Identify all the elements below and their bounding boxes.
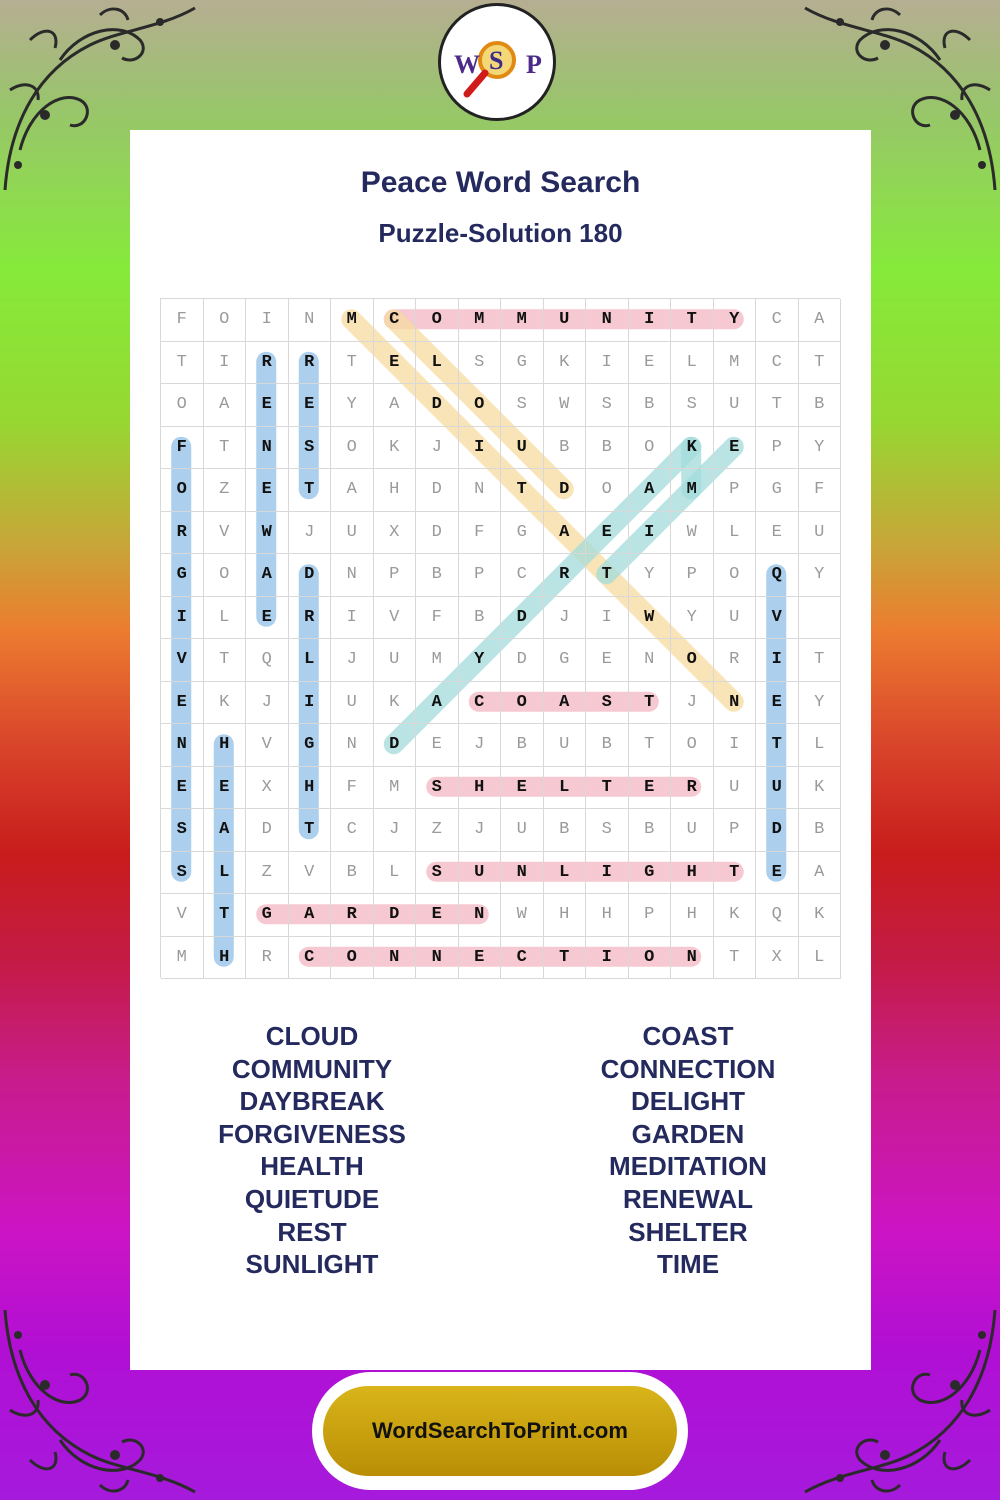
grid-cell: U bbox=[714, 384, 757, 427]
grid-cell: A bbox=[374, 384, 417, 427]
grid-cell: I bbox=[586, 937, 629, 980]
grid-cell: J bbox=[331, 639, 374, 682]
site-link-pill bbox=[323, 1386, 677, 1476]
grid-cell: B bbox=[416, 554, 459, 597]
grid-cell: B bbox=[799, 809, 842, 852]
grid-cell: K bbox=[374, 682, 417, 725]
grid-cell: I bbox=[289, 682, 332, 725]
grid-cell: Y bbox=[799, 427, 842, 470]
grid-cell: N bbox=[459, 469, 502, 512]
grid-cell: S bbox=[459, 342, 502, 385]
grid-cell: U bbox=[501, 427, 544, 470]
grid-cell: C bbox=[331, 809, 374, 852]
grid-cell: N bbox=[671, 937, 714, 980]
grid-cell: L bbox=[544, 767, 587, 810]
grid-cell: Q bbox=[756, 894, 799, 937]
grid-cell: P bbox=[374, 554, 417, 597]
grid-cell: T bbox=[289, 469, 332, 512]
word-item: CLOUD bbox=[265, 1021, 359, 1051]
grid-cell: P bbox=[756, 427, 799, 470]
grid-cell: N bbox=[161, 724, 204, 767]
grid-cell: N bbox=[289, 299, 332, 342]
site-logo[interactable] bbox=[438, 3, 556, 121]
grid-cell: U bbox=[756, 767, 799, 810]
grid-cell: N bbox=[459, 894, 502, 937]
grid-cell: C bbox=[289, 937, 332, 980]
site-link-label: WordSearchToPrint.com bbox=[372, 1418, 628, 1443]
grid-cell: L bbox=[544, 852, 587, 895]
grid-cell: B bbox=[501, 724, 544, 767]
grid-cell: A bbox=[331, 469, 374, 512]
grid-cell: B bbox=[586, 427, 629, 470]
grid-cell: O bbox=[161, 384, 204, 427]
grid-cell: M bbox=[374, 767, 417, 810]
grid-cell: G bbox=[501, 342, 544, 385]
grid-cell: B bbox=[331, 852, 374, 895]
grid-cell: U bbox=[459, 852, 502, 895]
grid-cell: Y bbox=[799, 682, 842, 725]
grid-cell: D bbox=[374, 894, 417, 937]
grid-cell: S bbox=[289, 427, 332, 470]
grid-cell: R bbox=[544, 554, 587, 597]
grid-cell: E bbox=[756, 852, 799, 895]
logo-letter-w: W bbox=[454, 50, 480, 79]
grid-cell: I bbox=[714, 724, 757, 767]
grid-cell: E bbox=[586, 639, 629, 682]
grid-cell: E bbox=[161, 767, 204, 810]
grid-cell: Y bbox=[459, 639, 502, 682]
grid-cell: Z bbox=[204, 469, 247, 512]
grid-cell: L bbox=[799, 724, 842, 767]
grid-cell: C bbox=[756, 342, 799, 385]
grid-cell: G bbox=[289, 724, 332, 767]
grid-cell: X bbox=[374, 512, 417, 555]
grid-cell: O bbox=[671, 639, 714, 682]
grid-cell: E bbox=[204, 767, 247, 810]
grid-cell: Q bbox=[756, 554, 799, 597]
grid-cell: Y bbox=[799, 554, 842, 597]
grid-cell: H bbox=[671, 894, 714, 937]
grid-cell: F bbox=[459, 512, 502, 555]
page-subtitle: Puzzle-Solution 180 bbox=[378, 218, 623, 248]
grid-cell: W bbox=[671, 512, 714, 555]
grid-cell: A bbox=[246, 554, 289, 597]
grid-cell: E bbox=[586, 512, 629, 555]
grid-cell: I bbox=[629, 299, 672, 342]
grid-cell: Z bbox=[246, 852, 289, 895]
grid-cell: H bbox=[204, 937, 247, 980]
grid-cell: D bbox=[501, 639, 544, 682]
grid-cell: S bbox=[416, 767, 459, 810]
word-item: SUNLIGHT bbox=[245, 1249, 379, 1280]
grid-cell: T bbox=[629, 682, 672, 725]
grid-cell: I bbox=[629, 512, 672, 555]
grid-cell: P bbox=[671, 554, 714, 597]
grid-cell: T bbox=[586, 767, 629, 810]
grid-cell: E bbox=[756, 682, 799, 725]
grid-cell: T bbox=[629, 724, 672, 767]
grid-cell: H bbox=[671, 852, 714, 895]
grid-cell: P bbox=[629, 894, 672, 937]
grid-cell: S bbox=[161, 852, 204, 895]
grid-cell: A bbox=[544, 512, 587, 555]
grid-cell: R bbox=[714, 639, 757, 682]
grid-cell: A bbox=[544, 682, 587, 725]
grid-cell: S bbox=[501, 384, 544, 427]
grid-cell: R bbox=[246, 342, 289, 385]
grid-cell: O bbox=[204, 299, 247, 342]
grid-cell: U bbox=[544, 724, 587, 767]
grid-cell: F bbox=[161, 427, 204, 470]
grid-cell: D bbox=[374, 724, 417, 767]
word-search-grid bbox=[160, 298, 840, 978]
grid-cell: U bbox=[799, 512, 842, 555]
grid-cell: O bbox=[204, 554, 247, 597]
grid-cell: T bbox=[204, 639, 247, 682]
grid-cell: E bbox=[416, 894, 459, 937]
grid-cell: U bbox=[714, 597, 757, 640]
grid-cell: E bbox=[246, 384, 289, 427]
grid-cell: B bbox=[629, 384, 672, 427]
grid-cell: T bbox=[799, 342, 842, 385]
grid-cell: X bbox=[246, 767, 289, 810]
grid-cell: J bbox=[246, 682, 289, 725]
grid-cell: U bbox=[374, 639, 417, 682]
grid-cell: T bbox=[714, 852, 757, 895]
word-item: RENEWAL bbox=[623, 1183, 753, 1214]
grid-cell: Y bbox=[714, 299, 757, 342]
grid-cell: D bbox=[416, 512, 459, 555]
grid-cell: O bbox=[161, 469, 204, 512]
grid-cell: N bbox=[586, 299, 629, 342]
grid-cell: M bbox=[161, 937, 204, 980]
grid-cell: U bbox=[331, 512, 374, 555]
grid-cell: E bbox=[756, 512, 799, 555]
grid-cell: N bbox=[416, 937, 459, 980]
grid-cell: W bbox=[501, 894, 544, 937]
grid-cell: R bbox=[671, 767, 714, 810]
grid-cell: G bbox=[161, 554, 204, 597]
grid-cell: Y bbox=[671, 597, 714, 640]
grid-cell: O bbox=[671, 724, 714, 767]
page-title: Peace Word Search bbox=[360, 166, 641, 199]
grid-cell: J bbox=[459, 724, 502, 767]
grid-cell: W bbox=[544, 384, 587, 427]
word-item: TIME bbox=[656, 1249, 720, 1280]
puzzle-card bbox=[130, 130, 871, 1370]
word-item: MEDITATION bbox=[609, 1151, 767, 1182]
grid-cell: Q bbox=[246, 639, 289, 682]
grid-cell: E bbox=[629, 342, 672, 385]
grid-cell: S bbox=[586, 384, 629, 427]
grid-cell: V bbox=[374, 597, 417, 640]
grid-cell: L bbox=[204, 852, 247, 895]
grid-cell: K bbox=[714, 894, 757, 937]
grid-cell: M bbox=[671, 469, 714, 512]
logo-letter-s: S bbox=[489, 46, 504, 75]
grid-cell: E bbox=[374, 342, 417, 385]
grid-cell: G bbox=[629, 852, 672, 895]
grid-cell: O bbox=[416, 299, 459, 342]
grid-cell: G bbox=[544, 639, 587, 682]
grid-cell: I bbox=[204, 342, 247, 385]
grid-cell: A bbox=[416, 682, 459, 725]
grid-cell: F bbox=[331, 767, 374, 810]
site-link-button[interactable] bbox=[312, 1372, 688, 1490]
grid-cell: S bbox=[586, 809, 629, 852]
grid-cell: J bbox=[416, 427, 459, 470]
grid-cell: E bbox=[714, 427, 757, 470]
grid-cell: L bbox=[714, 512, 757, 555]
grid-cell: D bbox=[289, 554, 332, 597]
grid-cell: D bbox=[416, 384, 459, 427]
grid-cell: K bbox=[374, 427, 417, 470]
grid-cell: E bbox=[246, 469, 289, 512]
grid-cell: I bbox=[459, 427, 502, 470]
grid-cell: O bbox=[714, 554, 757, 597]
grid-cell: T bbox=[799, 639, 842, 682]
grid-cell: I bbox=[331, 597, 374, 640]
grid-cell: D bbox=[416, 469, 459, 512]
word-list-right bbox=[528, 1020, 848, 1281]
grid-cell: E bbox=[459, 937, 502, 980]
grid-cell: B bbox=[544, 427, 587, 470]
grid-cell: D bbox=[501, 597, 544, 640]
grid-cell: B bbox=[629, 809, 672, 852]
grid-cell: E bbox=[289, 384, 332, 427]
grid-cell: K bbox=[544, 342, 587, 385]
grid-cell: P bbox=[459, 554, 502, 597]
grid-cell: T bbox=[204, 894, 247, 937]
letter-grid bbox=[160, 298, 840, 978]
grid-cell: B bbox=[459, 597, 502, 640]
grid-cell: I bbox=[586, 852, 629, 895]
grid-cell: H bbox=[544, 894, 587, 937]
grid-cell: U bbox=[671, 809, 714, 852]
grid-cell: L bbox=[671, 342, 714, 385]
grid-cell: H bbox=[459, 767, 502, 810]
grid-cell: R bbox=[246, 937, 289, 980]
grid-cell: A bbox=[204, 809, 247, 852]
grid-cell: I bbox=[756, 639, 799, 682]
grid-cell: U bbox=[501, 809, 544, 852]
grid-cell: S bbox=[586, 682, 629, 725]
word-item: COMMUNITY bbox=[231, 1053, 393, 1084]
grid-cell: R bbox=[161, 512, 204, 555]
word-item: SHELTER bbox=[628, 1216, 748, 1247]
grid-cell: D bbox=[246, 809, 289, 852]
logo-letter-p: P bbox=[526, 50, 542, 79]
grid-cell: V bbox=[161, 639, 204, 682]
grid-cell: O bbox=[331, 937, 374, 980]
word-item: REST bbox=[277, 1216, 347, 1247]
grid-cell: L bbox=[374, 852, 417, 895]
grid-cell: S bbox=[416, 852, 459, 895]
grid-cell: K bbox=[799, 894, 842, 937]
grid-cell: T bbox=[161, 342, 204, 385]
grid-cell: Y bbox=[629, 554, 672, 597]
grid-cell: T bbox=[204, 427, 247, 470]
grid-cell: E bbox=[161, 682, 204, 725]
grid-cell: T bbox=[714, 937, 757, 980]
grid-cell: N bbox=[331, 554, 374, 597]
grid-cell: I bbox=[586, 597, 629, 640]
grid-cell: E bbox=[501, 767, 544, 810]
grid-cell: T bbox=[544, 937, 587, 980]
grid-cell: T bbox=[289, 809, 332, 852]
grid-cell: G bbox=[246, 894, 289, 937]
grid-cell: K bbox=[671, 427, 714, 470]
grid-cell: J bbox=[289, 512, 332, 555]
grid-cell: I bbox=[586, 342, 629, 385]
grid-cell: E bbox=[246, 597, 289, 640]
grid-cell: T bbox=[501, 469, 544, 512]
grid-cell: C bbox=[459, 682, 502, 725]
grid-cell: O bbox=[459, 384, 502, 427]
grid-cell: T bbox=[756, 724, 799, 767]
grid-cell: T bbox=[756, 384, 799, 427]
grid-cell: H bbox=[586, 894, 629, 937]
grid-cell: C bbox=[501, 937, 544, 980]
grid-cell: O bbox=[629, 427, 672, 470]
word-list-left bbox=[152, 1020, 472, 1281]
grid-cell: V bbox=[204, 512, 247, 555]
grid-cell: E bbox=[629, 767, 672, 810]
grid-cell: V bbox=[246, 724, 289, 767]
grid-cell: A bbox=[629, 469, 672, 512]
grid-cell: V bbox=[289, 852, 332, 895]
word-item: DAYBREAK bbox=[239, 1086, 385, 1117]
grid-cell: M bbox=[501, 299, 544, 342]
grid-cell: Y bbox=[331, 384, 374, 427]
grid-cell: B bbox=[544, 809, 587, 852]
grid-cell: R bbox=[289, 342, 332, 385]
grid-cell: V bbox=[756, 597, 799, 640]
grid-cell: V bbox=[161, 894, 204, 937]
grid-cell: R bbox=[289, 597, 332, 640]
grid-cell: J bbox=[671, 682, 714, 725]
grid-cell: U bbox=[544, 299, 587, 342]
grid-cell: B bbox=[799, 384, 842, 427]
grid-cell: K bbox=[204, 682, 247, 725]
grid-cell: L bbox=[204, 597, 247, 640]
grid-cell: A bbox=[799, 299, 842, 342]
grid-cell: D bbox=[756, 809, 799, 852]
grid-cell: F bbox=[416, 597, 459, 640]
grid-cell: H bbox=[374, 469, 417, 512]
word-item: HEALTH bbox=[260, 1151, 364, 1182]
grid-cell: H bbox=[204, 724, 247, 767]
grid-cell: P bbox=[714, 809, 757, 852]
word-item: DELIGHT bbox=[630, 1086, 746, 1117]
grid-cell: A bbox=[204, 384, 247, 427]
word-item: CONNECTION bbox=[600, 1053, 776, 1084]
grid-cell: K bbox=[799, 767, 842, 810]
grid-cell: D bbox=[544, 469, 587, 512]
grid-cell: M bbox=[459, 299, 502, 342]
grid-cell: L bbox=[289, 639, 332, 682]
grid-cell: P bbox=[714, 469, 757, 512]
grid-cell: X bbox=[756, 937, 799, 980]
grid-cell: S bbox=[161, 809, 204, 852]
word-item: GARDEN bbox=[631, 1118, 745, 1149]
grid-cell: C bbox=[756, 299, 799, 342]
grid-cell bbox=[799, 597, 842, 640]
grid-cell: L bbox=[416, 342, 459, 385]
word-item: QUIETUDE bbox=[244, 1183, 380, 1214]
grid-cell: I bbox=[161, 597, 204, 640]
grid-cell: W bbox=[246, 512, 289, 555]
grid-cell: N bbox=[246, 427, 289, 470]
grid-cell: J bbox=[544, 597, 587, 640]
grid-cell: G bbox=[501, 512, 544, 555]
grid-cell: N bbox=[501, 852, 544, 895]
grid-cell: A bbox=[289, 894, 332, 937]
grid-cell: B bbox=[586, 724, 629, 767]
grid-cell: C bbox=[501, 554, 544, 597]
grid-cell: L bbox=[799, 937, 842, 980]
grid-cell: H bbox=[289, 767, 332, 810]
grid-cell: E bbox=[416, 724, 459, 767]
grid-cell: Z bbox=[416, 809, 459, 852]
grid-cell: N bbox=[374, 937, 417, 980]
grid-cell: M bbox=[416, 639, 459, 682]
grid-cell: I bbox=[246, 299, 289, 342]
grid-cell: S bbox=[671, 384, 714, 427]
grid-cell: U bbox=[331, 682, 374, 725]
grid-cell: F bbox=[799, 469, 842, 512]
grid-cell: J bbox=[459, 809, 502, 852]
word-item: COAST bbox=[642, 1021, 734, 1051]
grid-cell: O bbox=[501, 682, 544, 725]
grid-cell: A bbox=[799, 852, 842, 895]
grid-cell: M bbox=[331, 299, 374, 342]
grid-cell: T bbox=[671, 299, 714, 342]
grid-cell: N bbox=[714, 682, 757, 725]
grid-cell: M bbox=[714, 342, 757, 385]
grid-cell: T bbox=[331, 342, 374, 385]
grid-cell: G bbox=[756, 469, 799, 512]
grid-cell: U bbox=[714, 767, 757, 810]
word-item: FORGIVENESS bbox=[218, 1118, 406, 1149]
grid-cell: O bbox=[629, 937, 672, 980]
grid-cell: T bbox=[586, 554, 629, 597]
grid-cell: W bbox=[629, 597, 672, 640]
grid-cell: J bbox=[374, 809, 417, 852]
grid-cell: O bbox=[586, 469, 629, 512]
grid-cell: R bbox=[331, 894, 374, 937]
grid-cell: N bbox=[629, 639, 672, 682]
grid-cell: O bbox=[331, 427, 374, 470]
grid-cell: N bbox=[331, 724, 374, 767]
grid-cell: C bbox=[374, 299, 417, 342]
grid-cell: F bbox=[161, 299, 204, 342]
